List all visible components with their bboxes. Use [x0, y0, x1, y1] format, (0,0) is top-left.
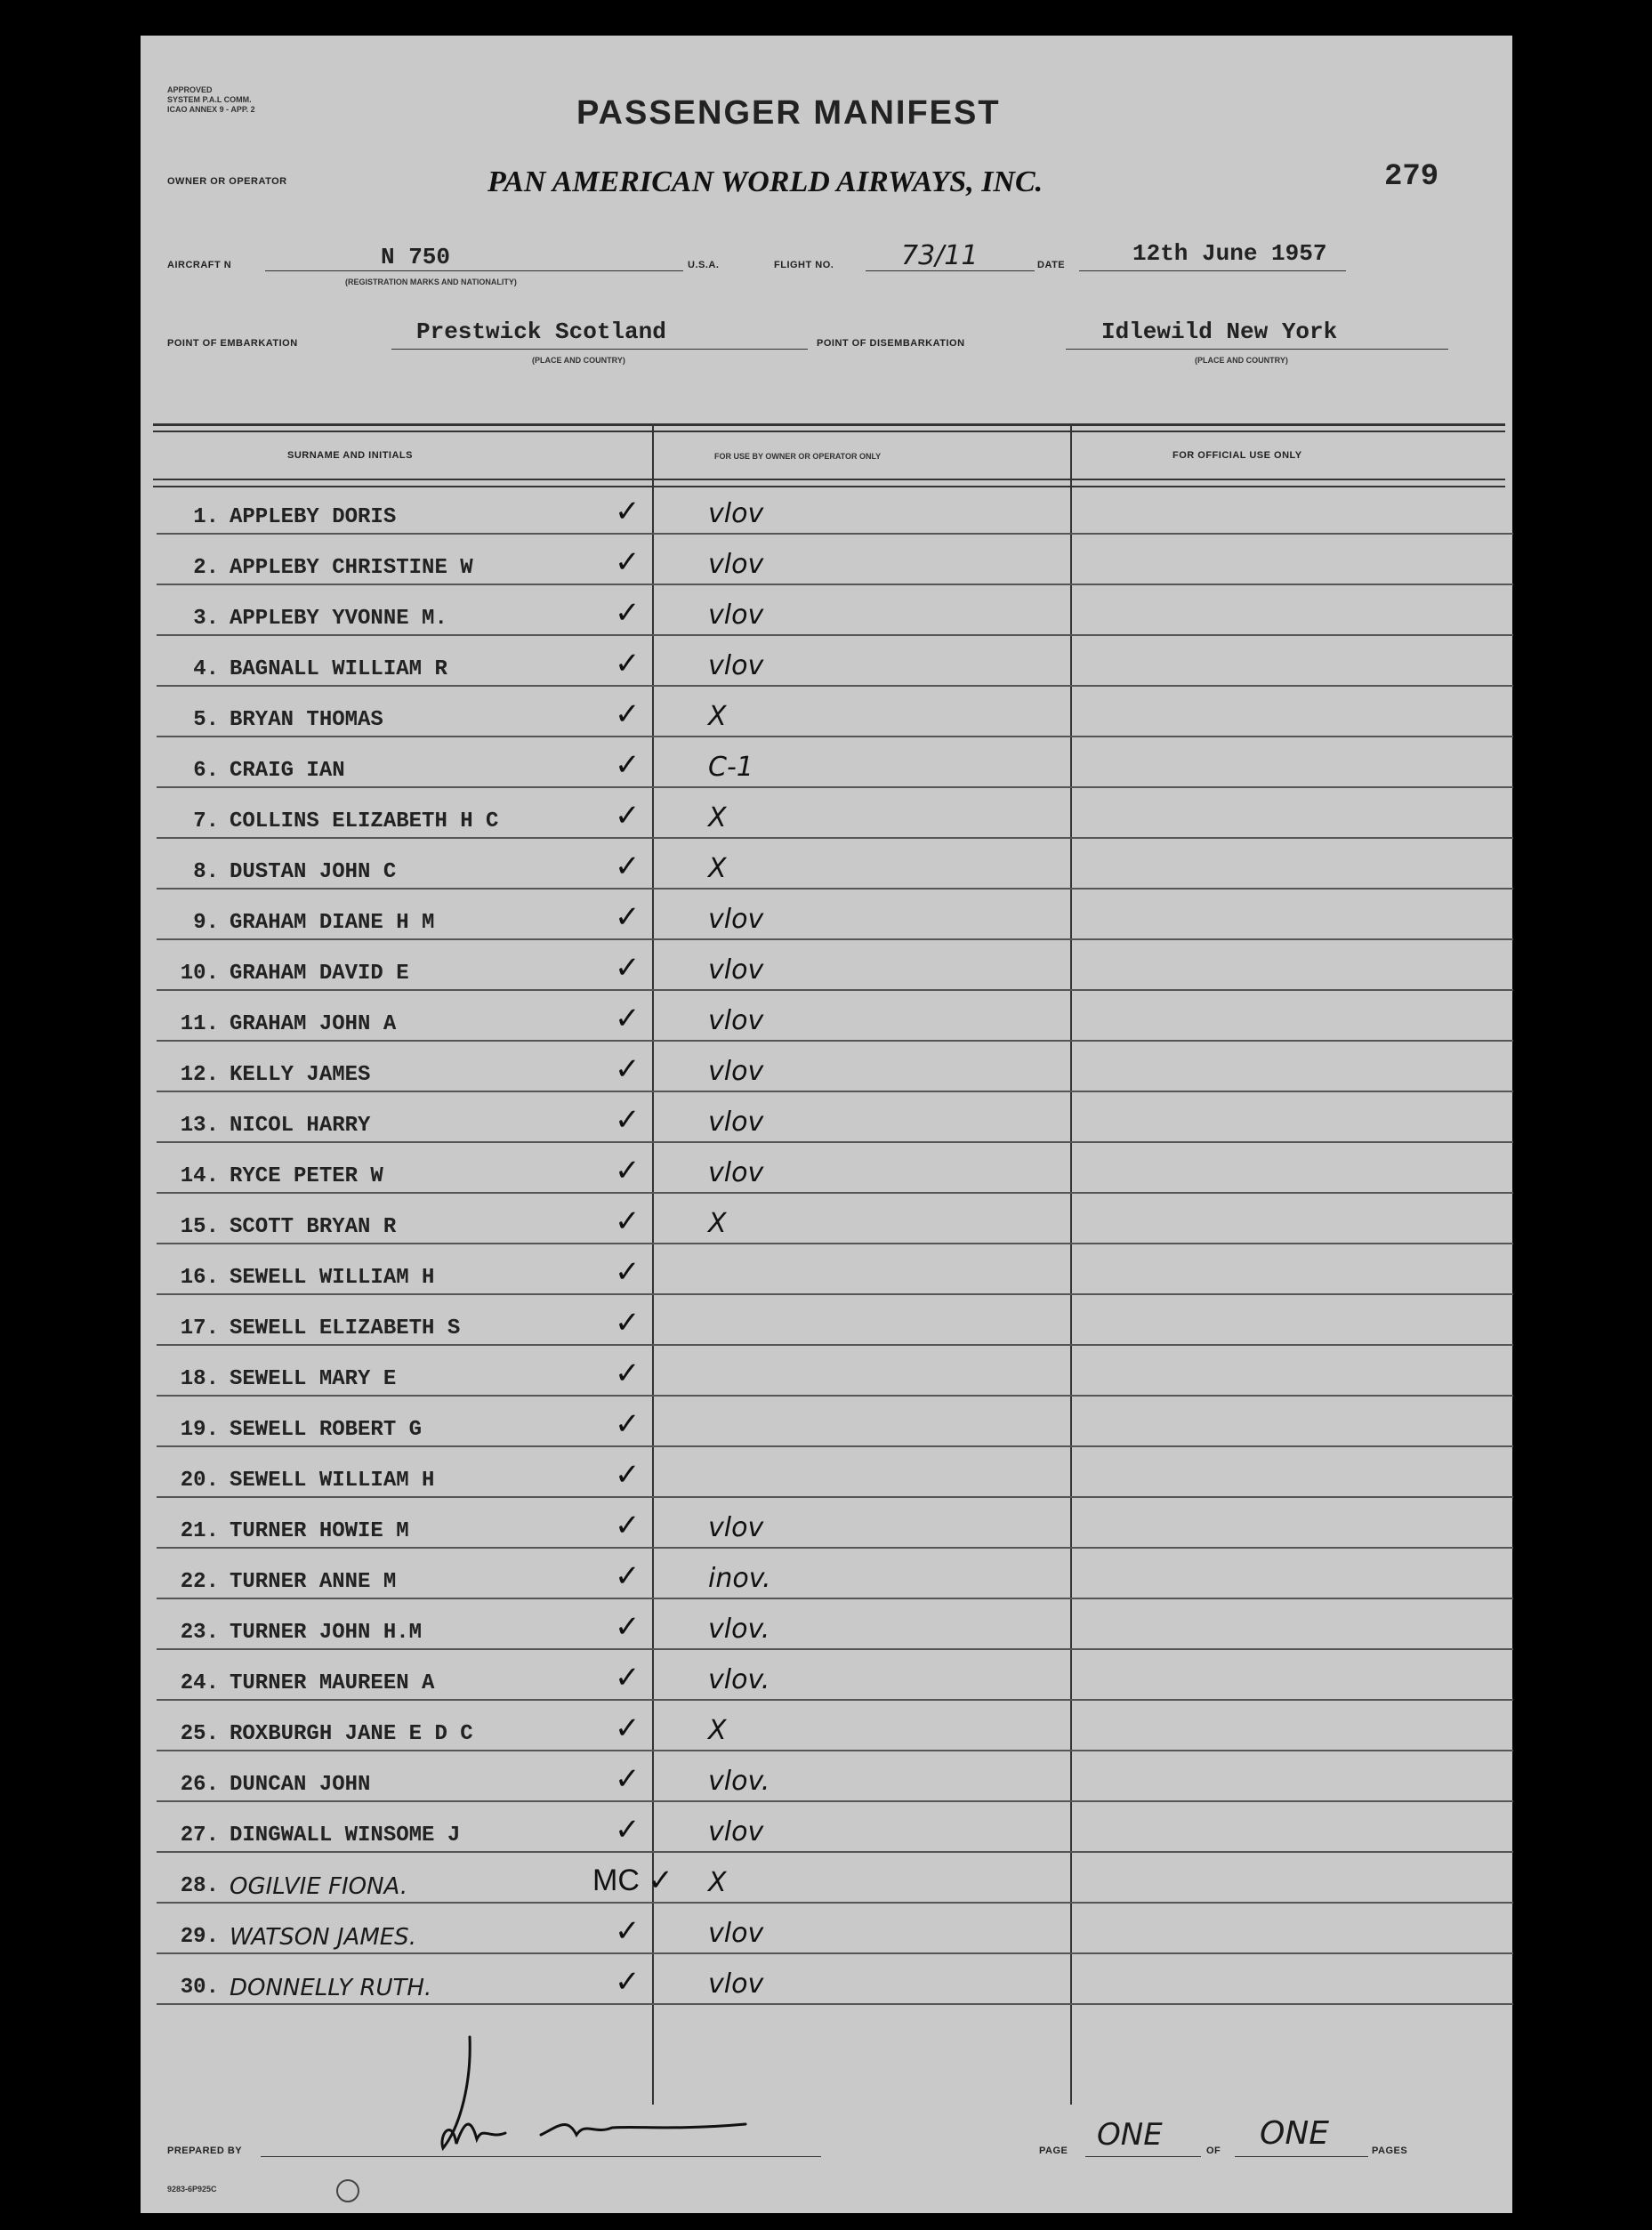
row-number: 22.	[180, 1570, 219, 1594]
passenger-name: APPLEBY YVONNE M.	[230, 607, 447, 631]
passenger-row	[157, 484, 1513, 535]
check-mark: ✓	[615, 1407, 641, 1441]
passenger-row	[157, 636, 1513, 687]
passenger-row	[157, 1092, 1513, 1143]
operator-note: X	[708, 1867, 727, 1898]
disembark-label: POINT OF DISEMBARKATION	[817, 338, 965, 349]
passenger-row	[157, 1244, 1513, 1295]
approval-line: SYSTEM P.A.L COMM.	[167, 95, 252, 104]
operator-note: vlov	[708, 1056, 764, 1087]
passenger-row	[157, 1549, 1513, 1599]
passenger-name: APPLEBY DORIS	[230, 505, 397, 529]
embark-label: POINT OF EMBARKATION	[167, 338, 298, 349]
passenger-row	[157, 839, 1513, 890]
operator-note: X	[708, 853, 727, 884]
passenger-name: BAGNALL WILLIAM R	[230, 657, 447, 681]
passenger-name: NICOL HARRY	[230, 1114, 371, 1138]
passenger-name: TURNER ANNE M	[230, 1570, 397, 1594]
row-number: 11.	[180, 1012, 219, 1036]
operator-note: vlov	[708, 549, 764, 580]
row-number: 5.	[193, 708, 219, 732]
operator-note: X	[708, 1208, 727, 1239]
row-number: 8.	[193, 860, 219, 884]
row-number: 26.	[180, 1773, 219, 1797]
passenger-name: SCOTT BRYAN R	[230, 1215, 397, 1239]
check-mark: ✓	[615, 1052, 641, 1086]
operator-note: vlov	[708, 1512, 764, 1543]
operator-note: vlov.	[708, 1766, 770, 1797]
passenger-name: RYCE PETER W	[230, 1164, 383, 1188]
operator-note: vlov	[708, 904, 764, 935]
operator-note: vlov	[708, 650, 764, 681]
passenger-name: ROXBURGH JANE E D C	[230, 1722, 473, 1746]
passenger-row	[157, 1599, 1513, 1650]
passenger-name: SEWELL MARY E	[230, 1367, 397, 1391]
check-mark: ✓	[615, 1306, 641, 1340]
signature	[407, 2028, 781, 2170]
check-mark: ✓	[615, 951, 641, 985]
row-number: 18.	[180, 1367, 219, 1391]
check-mark: ✓	[615, 1559, 641, 1593]
passenger-row	[157, 1701, 1513, 1751]
passenger-name: OGILVIE FIONA.	[230, 1873, 408, 1900]
operator-note: vlov.	[708, 1614, 770, 1645]
check-mark: ✓	[615, 647, 641, 680]
row-number: 24.	[180, 1671, 219, 1695]
registration-note: (REGISTRATION MARKS AND NATIONALITY)	[345, 278, 517, 286]
row-number: 15.	[180, 1215, 219, 1239]
check-mark: ✓	[615, 1509, 641, 1542]
passenger-name: CRAIG IAN	[230, 759, 345, 783]
place-note: (PLACE AND COUNTRY)	[532, 356, 625, 365]
operator-note: vlov	[708, 1968, 764, 2000]
form-code: 9283-6P925C	[167, 2185, 217, 2194]
disembark-value: Idlewild New York	[1101, 318, 1338, 345]
row-number: 2.	[193, 556, 219, 580]
page-number: 279	[1384, 160, 1439, 194]
row-number: 16.	[180, 1266, 219, 1290]
passenger-name: APPLEBY CHRISTINE W	[230, 556, 473, 580]
passenger-row	[157, 1498, 1513, 1549]
operator-note: vlov	[708, 1816, 764, 1848]
page-value: ONE	[1097, 2117, 1163, 2153]
check-mark: ✓	[615, 1357, 641, 1390]
check-mark: ✓	[615, 1762, 641, 1796]
passenger-row	[157, 1194, 1513, 1244]
passenger-name: WATSON JAMES.	[230, 1924, 416, 1951]
passenger-name: SEWELL ELIZABETH S	[230, 1316, 461, 1340]
column-header-operator: FOR USE BY OWNER OR OPERATOR ONLY	[714, 452, 882, 461]
approval-line: APPROVED	[167, 85, 213, 94]
row-number: 3.	[193, 607, 219, 631]
row-number: 14.	[180, 1164, 219, 1188]
row-number: 7.	[193, 809, 219, 833]
passenger-row	[157, 585, 1513, 636]
row-number: 19.	[180, 1418, 219, 1442]
check-mark: ✓	[615, 495, 641, 528]
union-bug-icon	[336, 2179, 359, 2202]
usa-label: U.S.A.	[688, 260, 720, 270]
operator-note: vlov	[708, 1157, 764, 1188]
of-label: OF	[1206, 2145, 1221, 2156]
check-mark: ✓	[615, 1103, 641, 1137]
row-number: 17.	[180, 1316, 219, 1340]
pages-label: PAGES	[1372, 2145, 1408, 2156]
passenger-name: KELLY JAMES	[230, 1063, 371, 1087]
operator-note: vlov	[708, 1918, 764, 1949]
passenger-row	[157, 890, 1513, 940]
passenger-name: GRAHAM DAVID E	[230, 962, 409, 986]
passenger-name: SEWELL ROBERT G	[230, 1418, 423, 1442]
row-number: 27.	[180, 1823, 219, 1848]
check-mark: ✓	[615, 545, 641, 579]
passenger-row	[157, 1346, 1513, 1397]
check-mark: ✓	[615, 1711, 641, 1745]
passenger-row	[157, 991, 1513, 1042]
operator-note: vlov	[708, 1005, 764, 1036]
passenger-name: DINGWALL WINSOME J	[230, 1823, 461, 1848]
operator-note: vlov	[708, 1107, 764, 1138]
operator-note: vlov	[708, 600, 764, 631]
row-number: 13.	[180, 1114, 219, 1138]
check-mark: ✓	[615, 1255, 641, 1289]
row-number: 4.	[193, 657, 219, 681]
operator-note: X	[708, 802, 727, 833]
check-mark: ✓	[615, 1154, 641, 1187]
approval-block	[167, 85, 255, 115]
passenger-row	[157, 1954, 1513, 2005]
check-mark: ✓	[615, 799, 641, 833]
place-note: (PLACE AND COUNTRY)	[1195, 356, 1288, 365]
passenger-name: GRAHAM DIANE H M	[230, 911, 435, 935]
passenger-row	[157, 1295, 1513, 1346]
manifest-sheet	[141, 36, 1512, 2213]
check-mark: ✓	[615, 900, 641, 934]
of-value: ONE	[1260, 2115, 1330, 2152]
date-label: DATE	[1037, 260, 1066, 270]
column-header-official: FOR OFFICIAL USE ONLY	[1173, 450, 1302, 461]
flight-value: 73/11	[901, 240, 979, 271]
operator-note: vlov	[708, 498, 764, 529]
page-title: PASSENGER MANIFEST	[576, 94, 1001, 132]
passenger-row	[157, 1042, 1513, 1092]
row-number: 30.	[180, 1976, 219, 2000]
operator-note: vlov.	[708, 1664, 770, 1695]
passenger-row	[157, 940, 1513, 991]
row-number: 12.	[180, 1063, 219, 1087]
check-mark: ✓	[615, 596, 641, 630]
row-number: 23.	[180, 1621, 219, 1645]
check-mark: ✓	[615, 1458, 641, 1492]
row-number: 20.	[180, 1469, 219, 1493]
passenger-name: DUSTAN JOHN C	[230, 860, 397, 884]
passenger-name: SEWELL WILLIAM H	[230, 1266, 435, 1290]
passenger-row	[157, 1853, 1513, 1904]
passenger-row	[157, 1904, 1513, 1954]
check-mark: ✓	[615, 1965, 641, 1999]
passenger-row	[157, 788, 1513, 839]
passenger-name: TURNER HOWIE M	[230, 1519, 409, 1543]
owner-label: OWNER OR OPERATOR	[167, 176, 287, 187]
approval-line: ICAO ANNEX 9 - APP. 2	[167, 105, 255, 114]
check-mark: ✓	[615, 1002, 641, 1035]
passenger-row	[157, 535, 1513, 585]
operator-note: X	[708, 1715, 727, 1746]
column-header-surname: SURNAME AND INITIALS	[287, 450, 413, 461]
row-number: 21.	[180, 1519, 219, 1543]
passenger-name: COLLINS ELIZABETH H C	[230, 809, 499, 833]
row-number: 28.	[180, 1874, 219, 1898]
passenger-row	[157, 1143, 1513, 1194]
prepared-label: PREPARED BY	[167, 2145, 243, 2156]
row-number: 29.	[180, 1925, 219, 1949]
aircraft-label: AIRCRAFT N	[167, 260, 232, 270]
operator-note: C-1	[708, 752, 753, 783]
check-mark: ✓	[615, 1610, 641, 1644]
page-label: PAGE	[1039, 2145, 1068, 2156]
date-value: 12th June 1957	[1132, 240, 1327, 267]
operator-note: X	[708, 701, 727, 732]
check-mark: ✓	[615, 1914, 641, 1948]
passenger-row	[157, 1751, 1513, 1802]
passenger-row	[157, 1802, 1513, 1853]
passenger-row	[157, 687, 1513, 737]
passenger-name: DONNELLY RUTH.	[230, 1975, 432, 2001]
passenger-name: DUNCAN JOHN	[230, 1773, 371, 1797]
operator-note: inov.	[708, 1563, 771, 1594]
passenger-name: TURNER JOHN H.M	[230, 1621, 423, 1645]
embark-value: Prestwick Scotland	[416, 318, 666, 345]
passenger-row	[157, 1397, 1513, 1447]
row-number: 1.	[193, 505, 219, 529]
row-number: 25.	[180, 1722, 219, 1746]
owner-value: PAN AMERICAN WORLD AIRWAYS, INC.	[488, 165, 1044, 198]
aircraft-value: N 750	[381, 244, 451, 270]
passenger-name: BRYAN THOMAS	[230, 708, 383, 732]
flight-label: FLIGHT NO.	[774, 260, 834, 270]
check-mark: ✓	[615, 697, 641, 731]
check-mark: ✓	[615, 1813, 641, 1847]
row-number: 9.	[193, 911, 219, 935]
passenger-name: SEWELL WILLIAM H	[230, 1469, 435, 1493]
passenger-row	[157, 1447, 1513, 1498]
row-number: 6.	[193, 759, 219, 783]
passenger-name: GRAHAM JOHN A	[230, 1012, 397, 1036]
passenger-row	[157, 1650, 1513, 1701]
passenger-row	[157, 737, 1513, 788]
check-mark: ✓	[615, 849, 641, 883]
row-number: 10.	[180, 962, 219, 986]
operator-note: vlov	[708, 954, 764, 986]
check-mark: ✓	[615, 1661, 641, 1695]
check-mark: ✓	[615, 748, 641, 782]
check-mark: MC ✓	[592, 1864, 673, 1897]
check-mark: ✓	[615, 1204, 641, 1238]
passenger-name: TURNER MAUREEN A	[230, 1671, 435, 1695]
